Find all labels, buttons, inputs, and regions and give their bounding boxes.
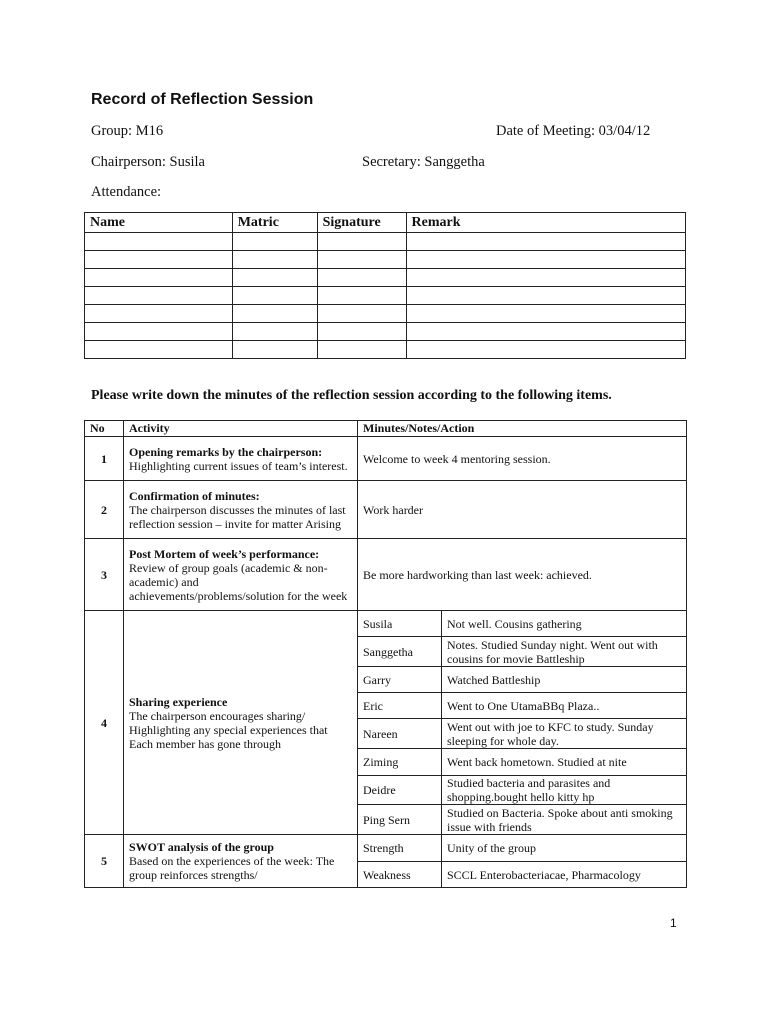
row-number: 5 — [85, 835, 124, 888]
minutes-note: Welcome to week 4 mentoring session. — [358, 437, 687, 481]
attendance-cell[interactable] — [317, 305, 406, 323]
attendance-header-row — [85, 213, 686, 233]
document-title: Record of Reflection Session — [91, 91, 314, 108]
attendance-header-matric: Matric — [232, 213, 317, 233]
member-name: Susila — [358, 611, 442, 637]
attendance-cell[interactable] — [232, 287, 317, 305]
minutes-header-activity: Activity — [124, 421, 358, 437]
activity-description: Highlighting current issues of team’s interest. — [129, 458, 348, 473]
secretary-label: Secretary: Sanggetha — [362, 154, 485, 170]
attendance-cell[interactable] — [406, 269, 685, 287]
attendance-cell[interactable] — [406, 233, 685, 251]
activity-title: Opening remarks by the chairperson: — [129, 444, 323, 459]
attendance-cell[interactable] — [232, 323, 317, 341]
activity-description: Review of group goals (academic & non-academic) and achievements/problems/solution for the week — [129, 560, 348, 603]
member-note: Went out with joe to KFC to study. Sunday sleeping for whole day. — [442, 719, 687, 749]
member-note: Studied bacteria and parasites and shopping.bought hello kitty hp — [442, 776, 687, 805]
attendance-cell[interactable] — [232, 233, 317, 251]
meeting-date: Date of Meeting: 03/04/12 — [496, 123, 651, 139]
minutes-row — [85, 611, 687, 637]
row-number: 1 — [85, 437, 124, 481]
attendance-cell[interactable] — [85, 269, 233, 287]
attendance-row — [85, 269, 686, 287]
member-note: Notes. Studied Sunday night. Went out with cousins for movie Battleship — [442, 637, 687, 667]
attendance-cell[interactable] — [317, 251, 406, 269]
attendance-cell[interactable] — [85, 323, 233, 341]
attendance-label: Attendance: — [91, 184, 162, 200]
attendance-cell[interactable] — [85, 233, 233, 251]
activity-title: Post Mortem of week’s performance: — [129, 546, 320, 561]
activity-description: Based on the experiences of the week: The group reinforces strengths/ — [129, 854, 335, 882]
minutes-table — [84, 420, 687, 888]
row-number: 3 — [85, 539, 124, 611]
member-note: Watched Battleship — [442, 667, 687, 693]
activity-title: SWOT analysis of the group — [129, 840, 274, 854]
minutes-row — [85, 539, 687, 611]
attendance-cell[interactable] — [85, 287, 233, 305]
chairperson-label: Chairperson: Susila — [91, 154, 205, 170]
attendance-row — [85, 305, 686, 323]
activity-description: The chairperson discusses the minutes of last reflection session – invite for matter Arising — [129, 502, 346, 531]
activity-title: Sharing experience — [129, 694, 228, 709]
member-name: Deidre — [358, 776, 442, 805]
attendance-cell[interactable] — [406, 287, 685, 305]
swot-note: Unity of the group — [442, 835, 687, 862]
activity-cell — [124, 835, 358, 888]
row-number: 4 — [85, 611, 124, 835]
attendance-cell[interactable] — [317, 323, 406, 341]
minutes-row — [85, 481, 687, 539]
row-number: 2 — [85, 481, 124, 539]
minutes-row — [85, 835, 687, 862]
minutes-header-notes: Minutes/Notes/Action — [358, 421, 687, 437]
attendance-row — [85, 287, 686, 305]
activity-cell — [124, 611, 358, 835]
attendance-table — [84, 212, 686, 359]
activity-title: Confirmation of minutes: — [129, 488, 260, 503]
attendance-header-name: Name — [85, 213, 233, 233]
activity-cell — [124, 539, 358, 611]
instruction-text: Please write down the minutes of the reflection session according to the following items. — [91, 388, 612, 403]
minutes-note: Be more hardworking than last week: achieved. — [358, 539, 687, 611]
member-note: Not well. Cousins gathering — [442, 611, 687, 637]
member-note: Studied on Bacteria. Spoke about anti smoking issue with friends — [442, 805, 687, 835]
attendance-cell[interactable] — [317, 233, 406, 251]
minutes-row — [85, 437, 687, 481]
group-label: Group: M16 — [91, 123, 164, 139]
attendance-cell[interactable] — [232, 269, 317, 287]
attendance-cell[interactable] — [406, 305, 685, 323]
member-note: Went back hometown. Studied at nite — [442, 749, 687, 776]
minutes-note: Work harder — [358, 481, 687, 539]
attendance-row — [85, 233, 686, 251]
swot-label: Strength — [358, 835, 442, 862]
attendance-cell[interactable] — [232, 305, 317, 323]
member-name: Nareen — [358, 719, 442, 749]
attendance-cell[interactable] — [406, 323, 685, 341]
member-name: Ziming — [358, 749, 442, 776]
attendance-cell[interactable] — [85, 305, 233, 323]
attendance-cell[interactable] — [406, 251, 685, 269]
attendance-header-signature: Signature — [317, 213, 406, 233]
page-number: 1 — [670, 916, 677, 930]
member-name: Sanggetha — [358, 637, 442, 667]
attendance-cell[interactable] — [406, 341, 685, 359]
swot-label: Weakness — [358, 862, 442, 888]
attendance-row — [85, 251, 686, 269]
attendance-row — [85, 323, 686, 341]
member-name: Eric — [358, 693, 442, 719]
member-name: Ping Sern — [358, 805, 442, 835]
attendance-cell[interactable] — [317, 287, 406, 305]
activity-description: The chairperson encourages sharing/ Highlighting any special experiences that Each member has gone through — [129, 708, 328, 751]
member-name: Garry — [358, 667, 442, 693]
attendance-cell[interactable] — [317, 341, 406, 359]
activity-cell — [124, 437, 358, 481]
attendance-header-remark: Remark — [406, 213, 685, 233]
activity-cell — [124, 481, 358, 539]
minutes-header-row — [85, 421, 687, 437]
swot-note: SCCL Enterobacteriacae, Pharmacology — [442, 862, 687, 888]
attendance-row — [85, 341, 686, 359]
member-note: Went to One UtamaBBq Plaza.. — [442, 693, 687, 719]
attendance-cell[interactable] — [85, 341, 233, 359]
attendance-cell[interactable] — [232, 341, 317, 359]
attendance-cell[interactable] — [85, 251, 233, 269]
attendance-cell[interactable] — [232, 251, 317, 269]
attendance-cell[interactable] — [317, 269, 406, 287]
minutes-header-no: No — [85, 421, 124, 437]
